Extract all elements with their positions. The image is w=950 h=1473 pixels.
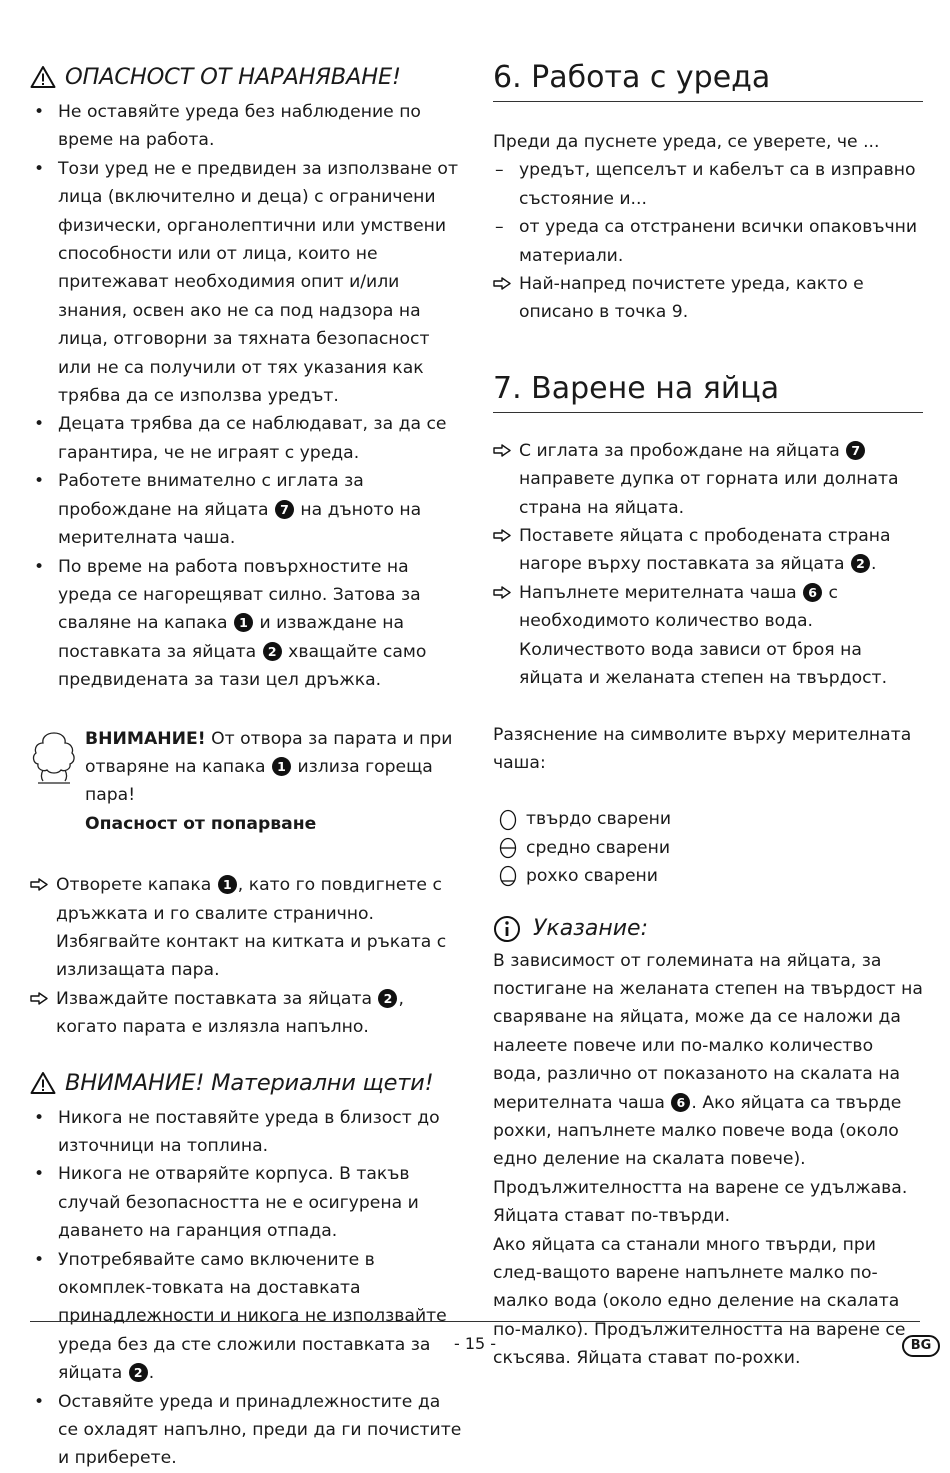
list-item xyxy=(30,1246,462,1388)
item-text: Най-напред почистете уреда, както е описано в точка 9. xyxy=(519,274,864,323)
legend-row xyxy=(493,862,923,890)
arrow-right-icon xyxy=(30,992,49,1005)
material-damage-heading xyxy=(30,1064,462,1102)
section-7-title: 7. Варене на яйца xyxy=(493,369,923,413)
info-icon xyxy=(493,915,521,943)
caution-text xyxy=(85,725,462,810)
part-number-badge: 2 xyxy=(263,642,282,661)
legend-label: твърдо сварени xyxy=(526,809,672,830)
material-damage-list xyxy=(30,1104,462,1473)
part-number-badge: 1 xyxy=(218,875,237,894)
item-text: Изваждайте поставката за яйцата xyxy=(56,988,372,1009)
arrow-right-icon xyxy=(493,277,512,290)
item-text: от уреда са отстранени всички опаковъчни материали. xyxy=(519,217,918,266)
legend-label: рохко сварени xyxy=(526,866,658,887)
legend-label: средно сварени xyxy=(526,837,671,858)
part-number-badge: 1 xyxy=(234,613,253,632)
page-number: - 15 - xyxy=(453,1334,497,1353)
section-7-action-list xyxy=(493,437,923,693)
item-text: хващайте само предвидената за тази цел дръжка. xyxy=(58,641,427,691)
arrow-right-icon xyxy=(493,586,512,599)
language-badge: BG xyxy=(902,1335,940,1357)
egg-medium-icon xyxy=(499,837,517,859)
dash-marker: – xyxy=(495,160,504,181)
hint-text-2: Ако яйцата са станали много твърди, при след-ващото варене напълнете малко по-малко вода (около едно деление на скалата по-малко). Продължителността на варене се скъсява. Яйцата стават по-рохки. xyxy=(493,1234,906,1369)
symbols-intro: Разяснение на символите върху мерителната чаша: xyxy=(493,724,912,773)
list-item xyxy=(493,213,923,270)
item-text: на дъното на мерителната чаша. xyxy=(58,499,422,549)
caution-text-part: излиза гореща пара! xyxy=(85,756,433,806)
part-number-badge: 2 xyxy=(129,1363,148,1382)
hint-block xyxy=(493,913,923,1373)
list-item xyxy=(30,467,462,552)
part-number-badge: 2 xyxy=(851,554,870,573)
item-text: Употребявайте само включените в окомплек-товката на доставката принадлежности и никога не използвайте уреда без да сте сложили поставката за яйцата xyxy=(58,1249,447,1384)
egg-soft-icon xyxy=(499,865,517,887)
item-text: Поставете яйцата с прободенатa страна нагоре върху поставката за яйцата xyxy=(519,526,891,575)
section-6-intro: Преди да пуснете уреда, се уверете, че ... xyxy=(493,132,880,152)
arrow-right-icon xyxy=(493,529,512,542)
legend-row xyxy=(493,834,923,862)
list-item: • Не оставяйте уреда без наблюдение по време на работа. xyxy=(30,98,462,155)
item-text: , когато парата е излязла напълно. xyxy=(56,988,404,1038)
part-number-badge: 7 xyxy=(846,441,865,460)
egg-hard-icon xyxy=(499,809,517,831)
item-text: По време на работа повърхностите на уреда се нагорещяват силно. Затова за сваляне на капака xyxy=(58,556,421,634)
legend-row xyxy=(493,805,923,833)
material-damage-title: ВНИМАНИЕ! Материални щети! xyxy=(65,1069,434,1096)
item-text: Работете внимателно с иглата за пробождане на яйцата xyxy=(58,471,364,520)
left-column xyxy=(30,58,462,1473)
dash-marker: – xyxy=(495,217,504,238)
caution-text-part: От отвора за парата и при отваряне на капака xyxy=(85,728,453,777)
item-text: уредът, щепселът и кабелът са в изправно състояние и... xyxy=(519,160,916,209)
action-item xyxy=(493,579,923,693)
item-text: . xyxy=(148,1363,155,1384)
action-item xyxy=(493,270,923,327)
part-number-badge: 2 xyxy=(378,989,397,1008)
section-6-title: 6. Работа с уреда xyxy=(493,58,923,102)
action-item xyxy=(30,985,462,1042)
steam-caution-block xyxy=(30,725,462,839)
part-number-badge: 6 xyxy=(671,1093,690,1112)
list-item: • Оставяйте уреда и принадлежностите да се охладят напълно, преди да ги почистите и приберете. xyxy=(30,1388,462,1473)
warning-triangle-icon xyxy=(30,1071,56,1095)
injury-warning-title: ОПАСНОСТ ОТ НАРАНЯВАНЕ! xyxy=(65,64,401,90)
list-item: • Този уред не е предвиден за използване от лица (включително и деца) с ограничени физически, органолептични или умствени способности или от лица, които не притежават необходимия опит и/или знания, освен ако не са под надзора на лица, отговорни за тяхната безопасност или не са получили от тях указания как трябва да се използва уредът. xyxy=(30,155,462,411)
list-item: • Никога не поставяйте уреда в близост до източници на топлина. xyxy=(30,1104,462,1161)
injury-warning-list xyxy=(30,98,462,695)
list-item xyxy=(30,553,462,695)
part-number-badge: 6 xyxy=(803,583,822,602)
lid-action-list xyxy=(30,871,462,1041)
hint-text-part: В зависимост от големината на яйцата, за постигане на желаната степен на твърдост на сваряване на яйцата, може да се наложи да налеете повече или по-малко количество вода, различно от показаното на скалата на мерителната чаша xyxy=(493,950,923,1113)
item-text: Отворете капака xyxy=(56,875,212,896)
item-text: направете дупка от горната или долната страна на яйцата. xyxy=(519,469,899,518)
item-text: . xyxy=(870,554,877,575)
action-item xyxy=(493,437,923,522)
action-item xyxy=(30,871,462,985)
injury-warning-heading xyxy=(30,58,462,96)
list-item: • Децата трябва да се наблюдават, за да се гарантира, че не играят с уреда. xyxy=(30,410,462,467)
arrow-right-icon xyxy=(30,878,49,891)
part-number-badge: 1 xyxy=(272,757,291,776)
footer-divider xyxy=(30,1321,920,1322)
warning-triangle-icon xyxy=(30,65,56,89)
item-text: с необходимото количество вода. Количеството вода зависи от броя на яйцата и желаната степен на твърдост. xyxy=(519,582,888,689)
item-text: Напълнете мерителната чаша xyxy=(519,582,797,603)
egg-symbols-legend xyxy=(493,805,923,890)
hint-title: Указание: xyxy=(533,915,648,941)
item-text: , като го повдигнете с дръжката и го свалите странично. Избягвайте контакт на китката и ръката с излизащата пара. xyxy=(56,875,447,981)
section-6-action-list xyxy=(493,270,923,327)
hot-steam-icon xyxy=(32,729,76,787)
hint-text xyxy=(493,947,923,1231)
part-number-badge: 7 xyxy=(275,500,294,519)
list-item: • Никога не отваряйте корпуса. В такъв случай безопасността не е осигурена и даването на гаранция отпада. xyxy=(30,1160,462,1245)
arrow-right-icon xyxy=(493,444,512,457)
item-text: и изваждане на поставката за яйцата xyxy=(58,613,405,662)
precheck-list xyxy=(493,156,923,270)
scald-danger-text: Опасност от попарване xyxy=(85,813,317,834)
hint-heading xyxy=(493,913,923,945)
list-item xyxy=(493,156,923,213)
item-text: С иглата за пробождане на яйцата xyxy=(519,440,840,461)
caution-label: ВНИМАНИЕ! xyxy=(85,728,206,749)
right-column xyxy=(493,58,923,1373)
hint-text-part: . Ако яйцата са твърде рохки, напълнете малко повече вода (около едно деление на скалата повече). Продължителността на варене се удължава. Яйцата стават по-твърди. xyxy=(493,1092,908,1227)
action-item xyxy=(493,522,923,579)
